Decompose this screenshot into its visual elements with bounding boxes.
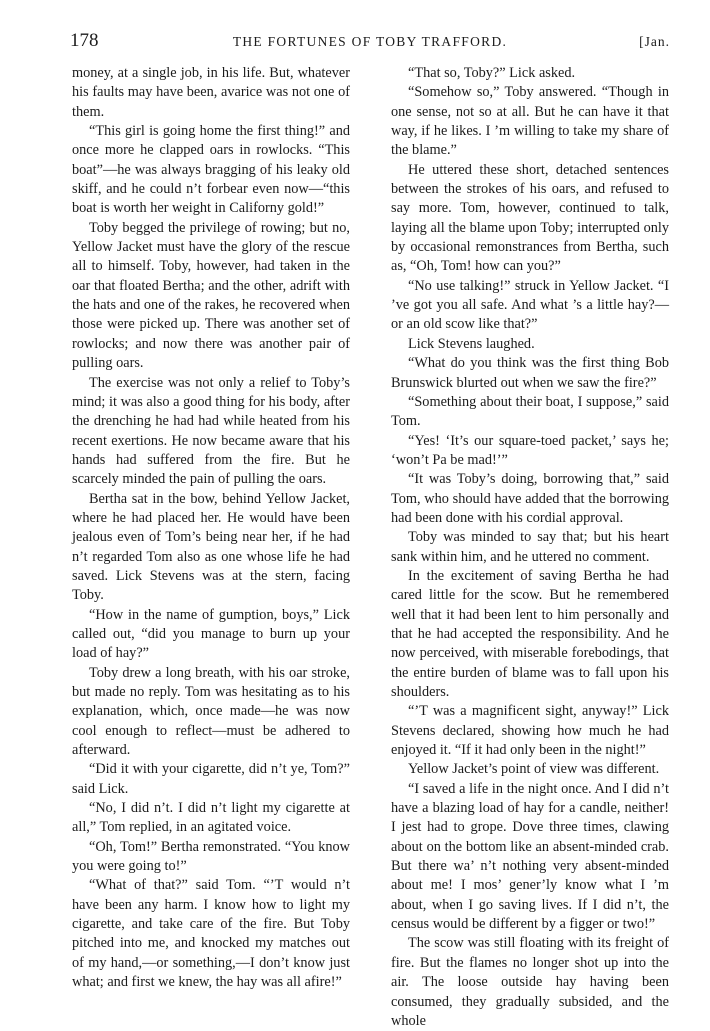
paragraph: He uttered these short, detached sentences between the strokes of his oars, and refused to say more. Tom, however, continued to talk, laying all the blame upon Toby; interrupted only by occasional remonstrances from Bertha, such as, “Oh, Tom! how can you?” (391, 161, 669, 275)
paragraph: “This girl is going home the first thing!” and once more he clapped oars in rowlocks. “This boat”—he was always bragging of his leaky old skiff, and he could n’t forbear even now—“this boat is worth her weight in Californy gold!” (72, 123, 350, 217)
paragraph: Toby drew a long breath, with his oar stroke, but made no reply. Tom was hesitating as to his explanation, which, once made—he was now cool enough to reflect—must be adhered to afterward. (72, 664, 350, 759)
paragraph: Bertha sat in the bow, behind Yellow Jacket, where he had placed her. He would have been jealous even of Tom’s being near her, if he had n’t regarded Tom also as one whose life he had saved. Lick Stevens was at the stern, facing Toby. (72, 490, 350, 604)
paragraph: In the excitement of saving Bertha he had cared little for the scow. But he remembered well that it had been lent to him personally and that he had accepted the responsibility. And he now perceived, with miserable forebodings, that the entire burden of blame was to fall upon his shoulders. (391, 567, 669, 700)
paragraph: “No, I did n’t. I did n’t light my cigarette at all,” Tom replied, in an agitated voice. (72, 800, 350, 836)
right-column (391, 64, 669, 1031)
running-header (70, 30, 670, 56)
paragraph: “No use talking!” struck in Yellow Jacket. “I ’ve got you all safe. And what ’s a little hay?—or an old scow like that?” (391, 277, 669, 333)
issue-month: [Jan. (639, 34, 670, 49)
paragraph: The exercise was not only a relief to Toby’s mind; it was also a good thing for his body, after the drenching he had had while heated from his recent exertions. He now became aware that his hands had suffered from the fire. But he scarcely minded the pain of pulling the oars. (72, 374, 350, 488)
paragraph: “What of that?” said Tom. “’T would n’t have been any harm. I know how to light my cigarette, and take care of the fire. But Toby pitched into me, and knocked my matches out of my hand,—or something,—I don’t know just what; and first we knew, the hay was all afire!” (72, 877, 350, 991)
left-column (72, 64, 350, 993)
paragraph: Toby was minded to say that; but his heart sank within him, and he uttered no comment. (391, 529, 669, 565)
paragraph: Toby begged the privilege of rowing; but no, Yellow Jacket must have the glory of the rescue all to himself. Toby, however, had taken in the oar that floated Bertha; and the other, adrift with the hats and one of the rakes, he recovered when those were picked up. There was another set of rowlocks; and now there was another pair of pulling oars. (72, 219, 350, 372)
paragraph: “Something about their boat, I suppose,” said Tom. (391, 393, 669, 430)
paragraph: “Oh, Tom!” Bertha remonstrated. “You know you were going to!” (72, 838, 350, 875)
running-title: THE FORTUNES OF TOBY TRAFFORD. (232, 34, 508, 49)
paragraph: Lick Stevens laughed. (408, 335, 535, 352)
paragraph: “It was Toby’s doing, borrowing that,” said Tom, who should have added that the borrowing had been done with his cordial approval. (391, 471, 669, 526)
paragraph: The scow was still floating with its freight of fire. But the flames no longer shot up into the air. The loose outside hay having been consumed, they gradually subsided, and the whole (391, 935, 669, 1029)
paragraph: “’T was a magnificent sight, anyway!” Lick Stevens declared, showing how much he had enjoyed it. “If it had only been in the night!” (391, 703, 669, 759)
paragraph: Yellow Jacket’s point of view was different. (408, 761, 660, 778)
paragraph: “Yes! ‘It’s our square-toed packet,’ says he; ‘won’t Pa be mad!’” (391, 432, 669, 468)
paragraph: “That so, Toby?” Lick asked. (408, 65, 576, 81)
paragraph: “What do you think was the first thing Bob Brunswick blurted out when we saw the fire?” (391, 355, 669, 391)
page-number: 178 (70, 30, 99, 51)
paragraph: “I saved a life in the night once. And I did n’t have a blazing load of hay for a candle, neither! I jest had to grope. Dove three times, clawing about on the bottom like an absent-minded crab. But there wa’ n’t nothing very absent-minded about me! I mos’ gener’ly know what I ’m about, when I go saving lives. If I did n’t, the census would be different by a figger or two!” (391, 780, 669, 933)
paragraph: money, at a single job, in his life. But, whatever his faults may have been, avarice was not one of them. (72, 65, 350, 120)
paragraph: “Somehow so,” Toby answered. “Though in one sense, not so at all. But he can have it that way, if he likes. I ’m willing to take my share of the blame.” (391, 84, 669, 159)
paragraph: “Did it with your cigarette, did n’t ye, Tom?” said Lick. (72, 761, 350, 797)
paragraph: “How in the name of gumption, boys,” Lick called out, “did you manage to burn up your load of hay?” (72, 606, 350, 662)
